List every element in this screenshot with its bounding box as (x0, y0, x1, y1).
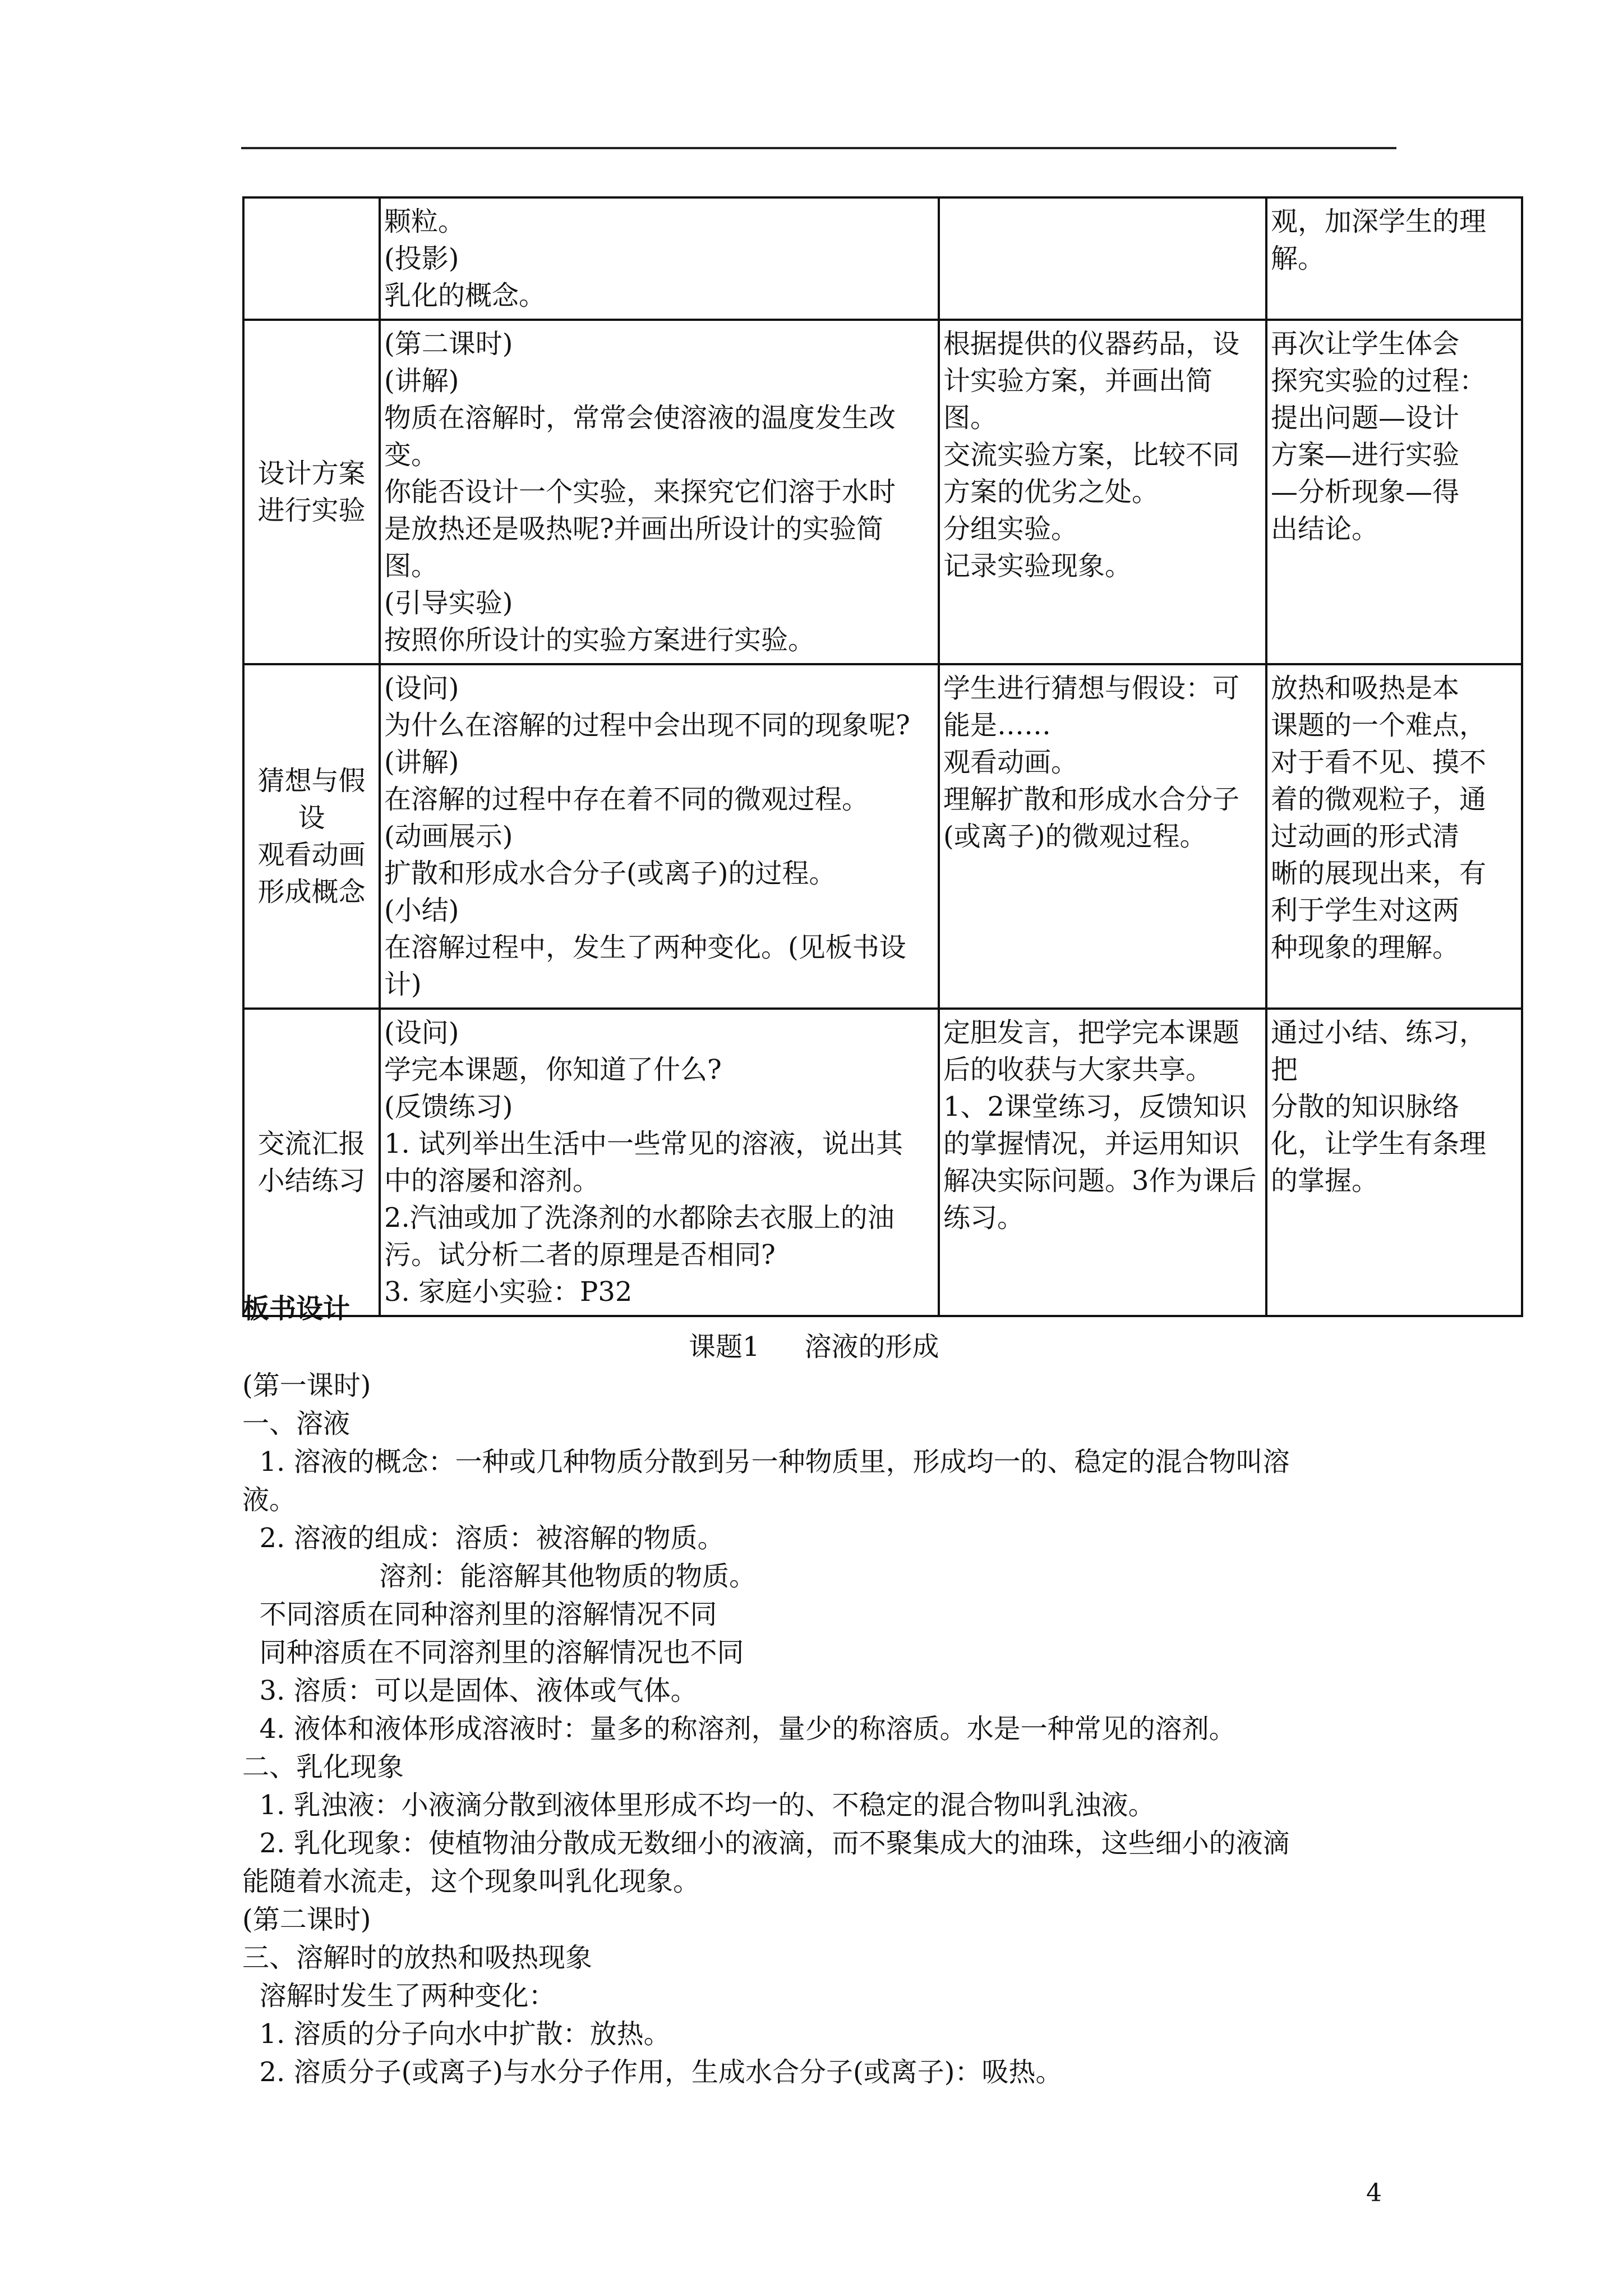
table-row (243, 664, 1522, 1009)
cell-line: 的掌握情况，并运用知识 (943, 1128, 1240, 1159)
cell-line: 解。 (1271, 243, 1325, 274)
cell-line: 化，让学生有条理 (1271, 1128, 1487, 1159)
student-activity-cell (939, 197, 1266, 320)
design-intent-cell (1266, 664, 1522, 1009)
cell-line: 学生进行猜想与假设：可 (943, 673, 1240, 704)
cell-line: 中的溶屡和溶剂。 (384, 1165, 600, 1197)
cell-line: 设计方案 (257, 458, 366, 489)
cell-line: 观，加深学生的理 (1271, 206, 1487, 237)
cell-line: 计实验方案，并画出简图。 (943, 365, 1213, 434)
cell-line: 物质在溶解时，常常会使溶液的温度发生改 (384, 402, 896, 434)
board-line: 2. 溶质分子(或离子)与水分子作用，生成水合分子(或离子)：吸热。 (242, 2056, 1063, 2088)
lesson-table-body (243, 197, 1522, 1316)
student-activity-cell (939, 320, 1266, 664)
board-line: (第一课时) (242, 1370, 371, 1401)
board-design-title: 板书设计 (242, 1293, 351, 1324)
table-row (243, 1009, 1522, 1316)
board-line: 1. 溶液的概念：一种或几种物质分散到另一种物质里，形成均一的、稳定的混合物叫溶 (242, 1446, 1290, 1478)
cell-line: 观看动画 (257, 839, 366, 871)
cell-line: 种现象的理解。 (1271, 932, 1460, 963)
board-line: 三、溶解时的放热和吸热现象 (242, 1942, 593, 1973)
cell-line: 的掌握。 (1271, 1165, 1379, 1197)
stage-cell (243, 1009, 380, 1316)
cell-line: (或离子)的微观过程。 (943, 821, 1207, 852)
cell-line: 利于学生对这两 (1271, 895, 1460, 926)
design-intent-cell (1266, 320, 1522, 664)
cell-line: 理解扩散和形成水合分子 (943, 784, 1240, 815)
cell-line: 分散的知识脉络 (1271, 1091, 1460, 1122)
lesson-number: 课题1 (689, 1331, 760, 1363)
cell-line: 探究实验的过程： (1271, 365, 1487, 397)
board-design-body (242, 1366, 1409, 2091)
cell-line: 通过小结、练习， (1271, 1017, 1487, 1048)
cell-line: 学完本课题，你知道了什么? (384, 1054, 722, 1085)
cell-line: (讲解) (384, 747, 459, 778)
cell-line: 小结练习 (257, 1165, 366, 1197)
stage-cell (243, 197, 380, 320)
cell-line: 变。 (384, 439, 439, 471)
board-line: 1. 乳浊液：小液滴分散到液体里形成不均一的、不稳定的混合物叫乳浊液。 (242, 1789, 1155, 1821)
board-line: 3. 溶质：可以是固体、液体或气体。 (242, 1675, 698, 1706)
cell-line: 扩散和形成水合分子(或离子)的过程。 (384, 858, 836, 889)
stage-cell (243, 320, 380, 664)
cell-line: 乳化的概念。 (384, 280, 546, 311)
design-intent-cell (1266, 197, 1522, 320)
board-line: 溶剂：能溶解其他物质的物质。 (242, 1561, 757, 1592)
cell-line: 记录实验现象。 (943, 550, 1132, 582)
cell-line: 计) (384, 969, 422, 1000)
lesson-plan-table (242, 196, 1523, 1317)
board-line: 液。 (242, 1484, 297, 1516)
cell-line: 1、2课堂练习，反馈知识 (943, 1091, 1247, 1122)
board-line: 一、溶液 (242, 1408, 351, 1439)
cell-line: (设问) (384, 1017, 459, 1048)
board-line: 同种溶质在不同溶剂里的溶解情况也不同 (242, 1637, 744, 1668)
cell-line: (动画展示) (384, 821, 513, 852)
cell-line: 污。试分析二者的原理是否相同? (384, 1239, 776, 1271)
cell-line: 3. 家庭小实验：P32 (384, 1276, 633, 1308)
cell-line: 定胆发言，把学完本课题 (943, 1017, 1240, 1048)
cell-line: 是放热还是吸热呢?并画出所设计的实验简 (384, 513, 883, 545)
cell-line: 把 (1271, 1054, 1298, 1085)
student-activity-cell (939, 1009, 1266, 1316)
cell-line: 后的收获与大家共享。 (943, 1054, 1213, 1085)
cell-line: (讲解) (384, 365, 459, 397)
cell-line: 为什么在溶解的过程中会出现不同的现象呢? (384, 710, 910, 741)
page-number: 4 (1366, 2179, 1382, 2207)
cell-line: (反馈练习) (384, 1091, 513, 1122)
board-line: (第二课时) (242, 1904, 371, 1935)
cell-line: 方案—进行实验 (1271, 439, 1460, 471)
cell-line: 你能否设计一个实验，来探究它们溶于水时 (384, 476, 896, 508)
teacher-activity-cell (380, 320, 939, 664)
lesson-topic: 溶液的形成 (804, 1331, 939, 1363)
cell-line: (第二课时) (384, 328, 513, 360)
cell-line: (投影) (384, 243, 459, 274)
board-line: 不同溶质在同种溶剂里的溶解情况不同 (242, 1599, 717, 1630)
cell-line: 2.汽油或加了洗涤剂的水都除去衣服上的油 (384, 1202, 895, 1234)
cell-line: 按照你所设计的实验方案进行实验。 (384, 624, 815, 656)
cell-line: 能是…… (943, 710, 1052, 741)
cell-line: 颗粒。 (384, 206, 465, 237)
cell-line: 提出问题—设计 (1271, 402, 1460, 434)
cell-line: 晰的展现出来，有 (1271, 858, 1487, 889)
cell-line: 出结论。 (1271, 513, 1379, 545)
header-rule (241, 147, 1396, 149)
cell-line: 图。 (384, 550, 439, 582)
cell-line: 设 (298, 802, 325, 834)
table-row (243, 320, 1522, 664)
board-line: 二、乳化现象 (242, 1751, 404, 1783)
table-row (243, 197, 1522, 320)
teacher-activity-cell (380, 1009, 939, 1316)
board-line: 1. 溶质的分子向水中扩散：放热。 (242, 2018, 671, 2050)
cell-line: 解决实际问题。3作为课后 (943, 1165, 1257, 1197)
board-subtitle (689, 1328, 939, 1365)
cell-line: 根据提供的仪器药品，设 (943, 328, 1240, 360)
cell-line: 放热和吸热是本 (1271, 673, 1460, 704)
cell-line: 对于看不见、摸不 (1271, 747, 1487, 778)
cell-line: 练习。 (943, 1202, 1025, 1234)
board-line: 溶解时发生了两种变化： (242, 1980, 556, 2012)
cell-line: 交流实验方案，比较不同 (943, 439, 1240, 471)
cell-line: 进行实验 (257, 495, 366, 526)
board-line: 2. 溶液的组成：溶质：被溶解的物质。 (242, 1522, 725, 1554)
board-line: 2. 乳化现象：使植物油分散成无数细小的液滴，而不聚集成大的油珠，这些细小的液滴 (242, 1828, 1290, 1859)
cell-line: 观看动画。 (943, 747, 1078, 778)
cell-line: 交流汇报 (257, 1128, 366, 1159)
cell-line: (小结) (384, 895, 459, 926)
board-line: 能随着水流走，这个现象叫乳化现象。 (242, 1866, 700, 1897)
cell-line: 课题的一个难点， (1271, 710, 1487, 741)
cell-line: 猜想与假 (257, 765, 366, 797)
cell-line: (设问) (384, 673, 459, 704)
cell-line: 着的微观粒子，通 (1271, 784, 1487, 815)
cell-line: —分析现象—得 (1271, 476, 1460, 508)
cell-line: 分组实验。 (943, 513, 1078, 545)
design-intent-cell (1266, 1009, 1522, 1316)
student-activity-cell (939, 664, 1266, 1009)
teacher-activity-cell (380, 664, 939, 1009)
cell-line: 形成概念 (257, 876, 366, 908)
cell-line: 在溶解过程中，发生了两种变化。(见板书设 (384, 932, 906, 963)
cell-line: 过动画的形式清 (1271, 821, 1460, 852)
board-line: 4. 液体和液体形成溶液时：量多的称溶剂，量少的称溶质。水是一种常见的溶剂。 (242, 1713, 1236, 1745)
stage-cell (243, 664, 380, 1009)
cell-line: 再次让学生体会 (1271, 328, 1460, 360)
cell-line: 1. 试列举出生活中一些常见的溶液，说出其 (384, 1128, 903, 1159)
teacher-activity-cell (380, 197, 939, 320)
cell-line: (引导实验) (384, 587, 513, 619)
cell-line: 在溶解的过程中存在着不同的微观过程。 (384, 784, 869, 815)
cell-line: 方案的优劣之处。 (943, 476, 1159, 508)
